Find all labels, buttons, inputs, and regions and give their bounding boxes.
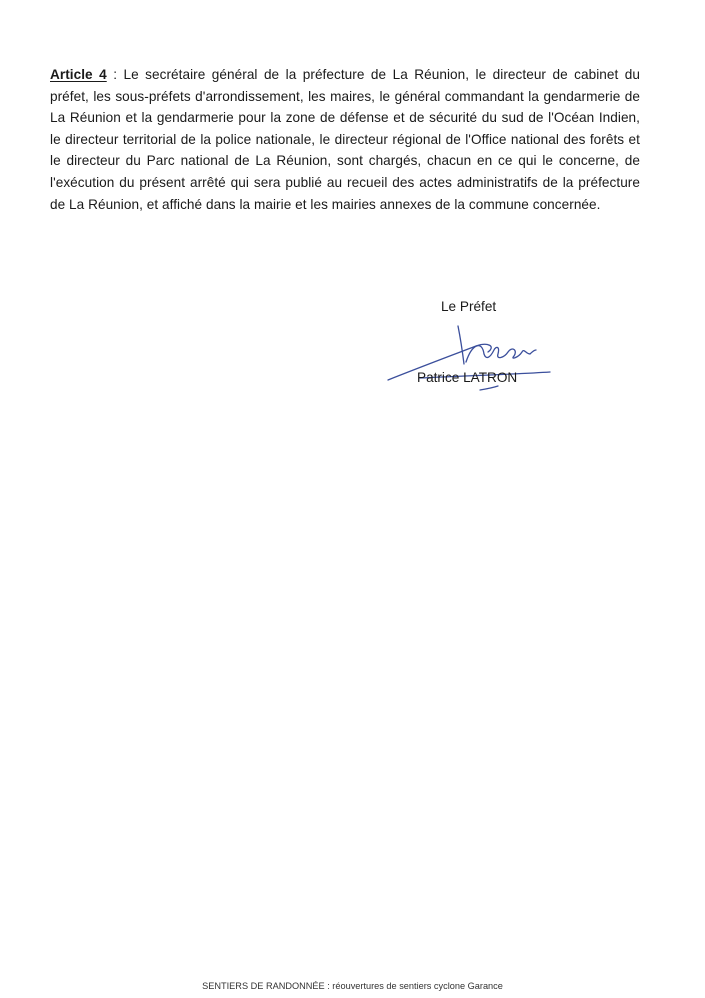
article-4-paragraph bbox=[50, 64, 640, 215]
article-4-text: Le secrétaire général de la préfecture de La Réunion, le directeur de cabinet du préfet, les sous-préfets d'arrondissement, les maires, le général commandant la gendarmerie de La Réunion et la gendarmerie pour la zone de défense et de sécurité du sud de l'Océan Indien, le directeur territorial de la police nationale, le directeur régional de l'Office national des forêts et le directeur du Parc national de La Réunion, sont chargés, chacun en ce qui le concerne, de l'exécution du présent arrêté qui sera publié au recueil des actes administratifs de la préfecture de La Réunion, et affiché dans la mairie et les mairies annexes de la commune concernée. bbox=[50, 67, 641, 212]
article-separator: : bbox=[106, 67, 124, 82]
signer-name: Patrice LATRON bbox=[417, 370, 518, 385]
handwritten-signature bbox=[380, 324, 560, 396]
article-4-label: Article 4 bbox=[50, 67, 107, 82]
signature-block bbox=[380, 296, 560, 406]
signer-title: Le Préfet bbox=[441, 299, 497, 314]
page-footer: SENTIERS DE RANDONNÉE : réouvertures de sentiers cyclone Garance bbox=[202, 981, 503, 991]
